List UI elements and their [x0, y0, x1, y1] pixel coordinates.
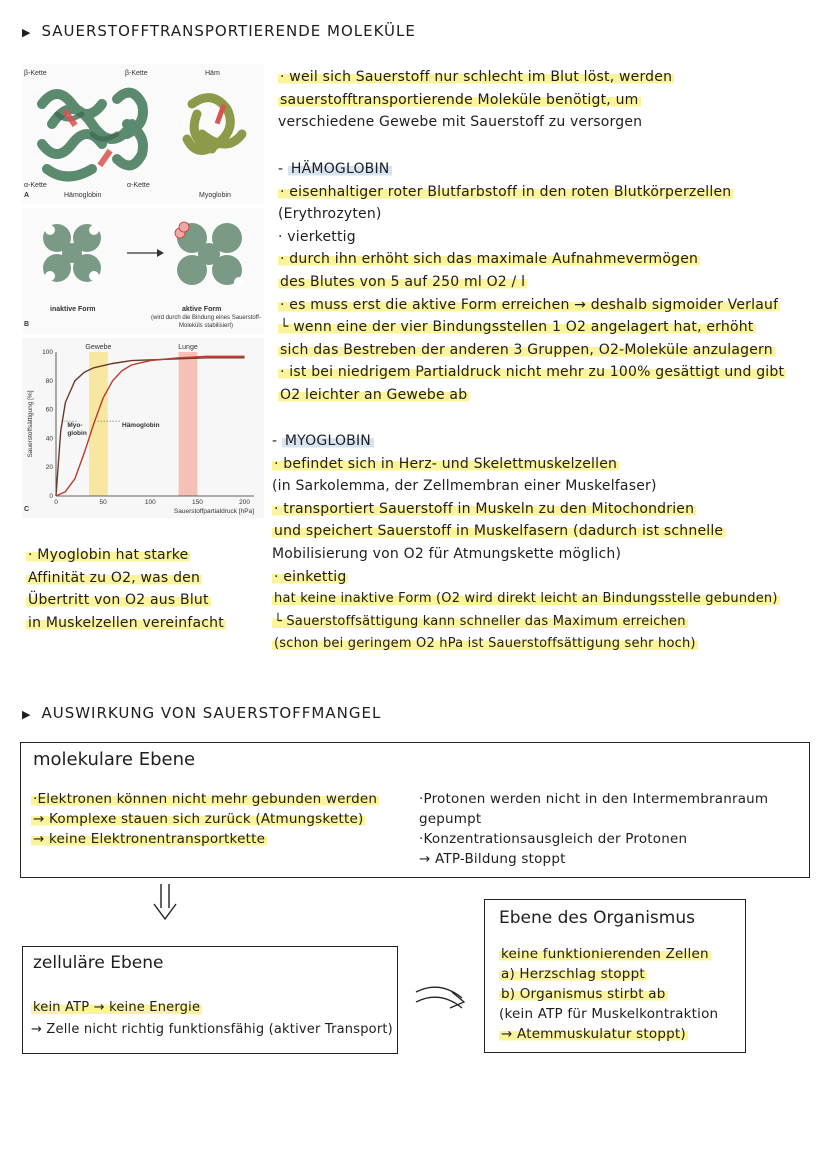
figure-c-letter: C	[24, 506, 30, 513]
x-tick-label: 100	[144, 499, 156, 506]
y-tick-label: 40	[45, 435, 53, 443]
organism-line: b) Organismus stirbt ab	[501, 986, 666, 1002]
band-label: Gewebe	[85, 344, 112, 351]
organism-line: (kein ATP für Muskelkontraktion	[499, 1006, 719, 1022]
y-tick-label: 0	[49, 493, 53, 500]
molecular-left-list	[31, 789, 379, 849]
mb-line: Mobilisierung von O2 für Atmungskette möglich)	[272, 545, 622, 562]
hemoglobin-notes: - HÄMOGLOBIN · eisenhaltiger roter Blutfarbstoff in den roten Blutkörperzellen (Erythrozyten) · vierkettig · durch ihn erhöht sich das maximale Aufnahmevermögen des Blutes von 5 auf 250 ml O2 / l · es muss erst die aktive Form erreichen → deshalb sigmoider Verlauf └ wenn eine der vier Bindungsstellen 1 O2 angelagert hat, erhöht sich das Bestreben der anderen 3 Gruppen, O2-Moleküle anzulagern · ist bei niedrigem Partialdruck nicht mehr zu 100% gesättigt und gibt O2 leichter an Gewebe ab	[278, 161, 785, 403]
x-tick-label: 50	[99, 499, 107, 506]
mb-line: └ Sauerstoffsättigung kann schneller das Maximum erreichen	[274, 613, 686, 629]
cellular-line: kein ATP → keine Energie	[33, 1000, 201, 1015]
side-note-line: Affinität zu O2, was den	[28, 569, 201, 586]
figure-b-forms	[22, 208, 264, 334]
label-myoglobin: Myoglobin	[199, 192, 231, 199]
molecular-right-line: ·Konzentrationsausgleich der Protonen	[419, 831, 688, 847]
intro-line: · weil sich Sauerstoff nur schlecht im Blut löst, werden	[280, 69, 673, 85]
cellular-list	[31, 997, 393, 1041]
hb-line: · es muss erst die aktive Form erreichen → deshalb sigmoider Verlauf	[280, 296, 779, 313]
label-alpha-chain-2: α-Kette	[127, 182, 150, 189]
side-note-line: · Myoglobin hat starke	[28, 547, 189, 563]
figure-c-chart	[22, 338, 264, 518]
band-label: Lunge	[178, 344, 198, 351]
x-tick-label: 0	[54, 499, 58, 506]
label-active-note: (wird durch die Bindung eines Sauerstoff-Moleküls stabilisiert)	[151, 315, 261, 329]
molecular-right-line: ·Protonen werden nicht in den Intermembranraum	[419, 791, 769, 807]
myoglobin-heading: MYOGLOBIN	[282, 433, 374, 449]
y-tick-label: 80	[45, 377, 53, 385]
y-tick-label: 60	[45, 406, 53, 414]
mb-line: · transportiert Sauerstoff in Muskeln zu den Mitochondrien	[274, 500, 695, 517]
x-tick-label: 150	[191, 499, 203, 506]
cellular-line: → Zelle nicht richtig funktionsfähig (aktiver Transport)	[31, 1022, 393, 1037]
myoglobin-notes: - MYOGLOBIN · befindet sich in Herz- und Skelettmuskelzellen (in Sarkolemma, der Zellmembran einer Muskelfaser) · transportiert Sauerstoff in Muskeln zu den Mitochondrien und speichert Sauerstoff in Muskelfasern (dadurch ist schnelle Mobilisierung von O2 für Atmungskette möglich) · einkettig hat keine inaktive Form (O2 wird direkt leicht an Bindungsstelle gebunden) └ Sauerstoffsättigung kann schneller das Maximum erreichen (schon bei geringem O2 hPa ist Sauerstoffsättigung sehr hoch)	[272, 433, 778, 652]
organism-list	[499, 944, 718, 1044]
y-tick-label: 20	[45, 464, 53, 472]
hb-line: O2 leichter an Gewebe ab	[280, 386, 468, 403]
x-tick-label: 200	[239, 499, 251, 506]
down-arrow-icon	[150, 882, 180, 922]
hemoglobin-curve-label: Hämoglobin	[122, 421, 160, 429]
organism-line: keine funktionierenden Zellen	[501, 946, 709, 962]
molecular-left-line: → keine Elektronentransportkette	[33, 831, 266, 847]
organism-line: a) Herzschlag stoppt	[501, 966, 645, 982]
figure-a-structures	[22, 64, 264, 204]
mb-line: und speichert Sauerstoff in Muskelfasern (dadurch ist schnelle	[274, 523, 724, 540]
organism-heading: Ebene des Organismus	[499, 908, 695, 928]
hb-line: · vierkettig	[278, 228, 356, 245]
mb-line: · befindet sich in Herz- und Skelettmuskelzellen	[274, 455, 618, 472]
y-tick-label: 100	[42, 349, 53, 356]
hb-line: sich das Bestreben der anderen 3 Gruppen, O2-Moleküle anzulagern	[280, 341, 773, 358]
side-note-line: in Muskelzellen vereinfacht	[28, 614, 224, 631]
mb-line: (in Sarkolemma, der Zellmembran einer Muskelfaser)	[272, 478, 657, 495]
label-alpha-chain-1: α-Kette	[24, 182, 47, 189]
organism-level-box	[484, 899, 746, 1053]
myoglobin-curve-label: Myo-	[67, 421, 83, 429]
section-title-text: SAUERSTOFFTRANSPORTIERENDE MOLEKÜLE	[41, 22, 416, 40]
section-title-oxygen-deficiency	[22, 704, 381, 722]
myoglobin-curve-label: globin	[67, 429, 87, 437]
organism-line: → Atemmuskulatur stoppt)	[501, 1026, 686, 1042]
intro-notes	[278, 66, 674, 134]
myoglobin-side-note	[26, 544, 226, 634]
triangle-bullet-icon: ▶	[22, 26, 32, 39]
label-active-form: aktive Form	[182, 306, 222, 313]
x-axis-label: Sauerstoffpartialdruck [hPa]	[173, 508, 254, 515]
hemoglobin-heading: HÄMOGLOBIN	[288, 161, 393, 177]
section-title-molecules	[22, 22, 416, 40]
side-note-line: Übertritt von O2 aus Blut	[28, 592, 209, 609]
hb-line: (Erythrozyten)	[278, 206, 382, 223]
label-heme: Häm	[205, 70, 220, 77]
hb-line: · durch ihn erhöht sich das maximale Aufnahmevermögen	[280, 251, 699, 268]
figure-a-letter: A	[24, 192, 30, 199]
band-lunge	[179, 352, 198, 496]
right-arrow-icon	[412, 982, 472, 1012]
hb-line: · eisenhaltiger roter Blutfarbstoff in den roten Blutkörperzellen	[280, 183, 732, 200]
y-axis-label: Sauerstoffsättigung [%]	[27, 390, 34, 458]
label-beta-chain-2: β-Kette	[125, 70, 148, 77]
mb-line: (schon bei geringem O2 hPa ist Sauerstoffsättigung sehr hoch)	[274, 636, 696, 652]
molecular-right-line: → ATP-Bildung stoppt	[419, 851, 566, 867]
label-beta-chain-1: β-Kette	[24, 70, 47, 77]
mb-line: · einkettig	[274, 568, 347, 585]
label-hemoglobin: Hämoglobin	[64, 192, 102, 199]
intro-line: sauerstofftransportierende Moleküle benötigt, um	[280, 91, 639, 108]
molecular-right-line: gepumpt	[419, 811, 482, 827]
figure-b-letter: B	[24, 321, 30, 328]
molecular-right-list	[419, 789, 768, 869]
cellular-heading: zelluläre Ebene	[33, 953, 164, 973]
section-title-text: AUSWIRKUNG VON SAUERSTOFFMANGEL	[41, 704, 382, 722]
triangle-bullet-icon: ▶	[22, 708, 32, 721]
cellular-level-box	[22, 946, 398, 1054]
mb-line: hat keine inaktive Form (O2 wird direkt leicht an Bindungsstelle gebunden)	[274, 591, 778, 607]
oxygen-saturation-chart	[22, 338, 264, 518]
band-gewebe	[89, 352, 108, 496]
molecular-left-line: ·Elektronen können nicht mehr gebunden werden	[33, 791, 378, 807]
label-inactive-form: inaktive Form	[50, 306, 96, 313]
hb-line: · ist bei niedrigem Partialdruck nicht mehr zu 100% gesättigt und gibt	[280, 364, 785, 381]
hb-line: des Blutes von 5 auf 250 ml O2 / l	[280, 273, 526, 290]
intro-line: verschiedene Gewebe mit Sauerstoff zu versorgen	[278, 114, 643, 131]
molecular-left-line: → Komplexe stauen sich zurück (Atmungskette)	[33, 811, 364, 827]
molecular-level-box	[20, 742, 810, 878]
molecular-heading: molekulare Ebene	[33, 749, 196, 770]
hb-line: └ wenn eine der vier Bindungsstellen 1 O2 angelagert hat, erhöht	[280, 319, 754, 336]
